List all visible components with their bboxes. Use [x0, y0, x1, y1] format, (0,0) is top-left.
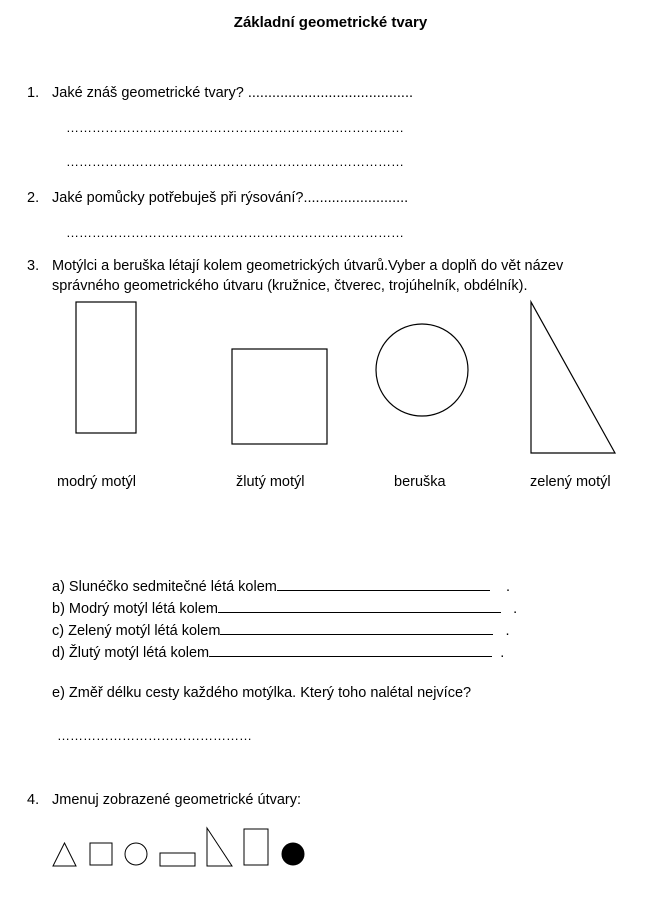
- question-3-number: 3.: [27, 258, 40, 274]
- sentence-b: [52, 600, 517, 617]
- label-green-butterfly: zelený motýl: [530, 474, 611, 490]
- question-1-answer-line-1: ……………………………………………………………………: [66, 120, 404, 135]
- label-ladybug: beruška: [394, 474, 446, 490]
- sentence-c-text: c) Zelený motýl létá kolem: [52, 623, 221, 639]
- question-4-text: Jmenuj zobrazené geometrické útvary:: [52, 792, 302, 808]
- small-tall-rectangle-icon: [244, 829, 268, 865]
- sentence-c: [52, 622, 510, 639]
- question-2-answer-line: ……………………………………………………………………: [66, 225, 404, 240]
- label-yellow-butterfly: žlutý motýl: [236, 474, 305, 490]
- sentence-a-text: a) Slunéčko sedmitečné létá kolem: [52, 579, 277, 595]
- shape-right-triangle: [531, 302, 615, 453]
- sentence-d-text: d) Žlutý motýl létá kolem: [52, 645, 210, 661]
- small-circle-icon: [125, 843, 147, 865]
- small-filled-circle-icon: [282, 843, 304, 865]
- shape-square: [232, 349, 327, 444]
- question-1-answer-line-2: ……………………………………………………………………: [66, 154, 404, 169]
- question-1-text: Jaké znáš geometrické tvary? .........................................: [52, 85, 414, 101]
- sentence-e-answer-line: ………………………………………: [57, 728, 252, 743]
- question-3-text-line-2: správného geometrického útvaru (kružnice, čtverec, trojúhelník, obdélník).: [52, 278, 528, 294]
- question-3-text-line-1: Motýlci a beruška létají kolem geometrických útvarů.Vyber a doplň do vět název: [52, 258, 564, 274]
- sentence-a-blank[interactable]: [277, 578, 490, 591]
- sentence-e: e) Změř délku cesty každého motýlka. Který toho nalétal nejvíce?: [52, 685, 472, 701]
- sentence-c-blank[interactable]: [220, 622, 493, 635]
- sentence-a: [52, 578, 510, 595]
- small-square-icon: [90, 843, 112, 865]
- page-title: Základní geometrické tvary: [233, 14, 428, 31]
- sentence-b-end: .: [513, 601, 518, 617]
- label-blue-butterfly: modrý motýl: [57, 474, 136, 490]
- small-wide-rectangle-icon: [160, 853, 195, 866]
- shape-rectangle: [76, 302, 136, 433]
- question-4-number: 4.: [27, 792, 40, 808]
- question-1-number: 1.: [27, 85, 40, 101]
- sentence-a-end: .: [506, 579, 511, 595]
- question-2-number: 2.: [27, 190, 40, 206]
- small-right-triangle-icon: [207, 828, 232, 866]
- sentence-b-text: b) Modrý motýl létá kolem: [52, 601, 218, 617]
- sentence-b-blank[interactable]: [218, 600, 501, 613]
- sentence-d-end: .: [500, 645, 505, 661]
- sentence-c-end: .: [505, 623, 510, 639]
- sentence-d-blank[interactable]: [209, 644, 492, 657]
- small-triangle-icon: [53, 843, 76, 866]
- sentence-d: [52, 644, 504, 661]
- question-2-text: Jaké pomůcky potřebuješ při rýsování?..........................: [52, 190, 409, 206]
- shape-circle: [376, 324, 468, 416]
